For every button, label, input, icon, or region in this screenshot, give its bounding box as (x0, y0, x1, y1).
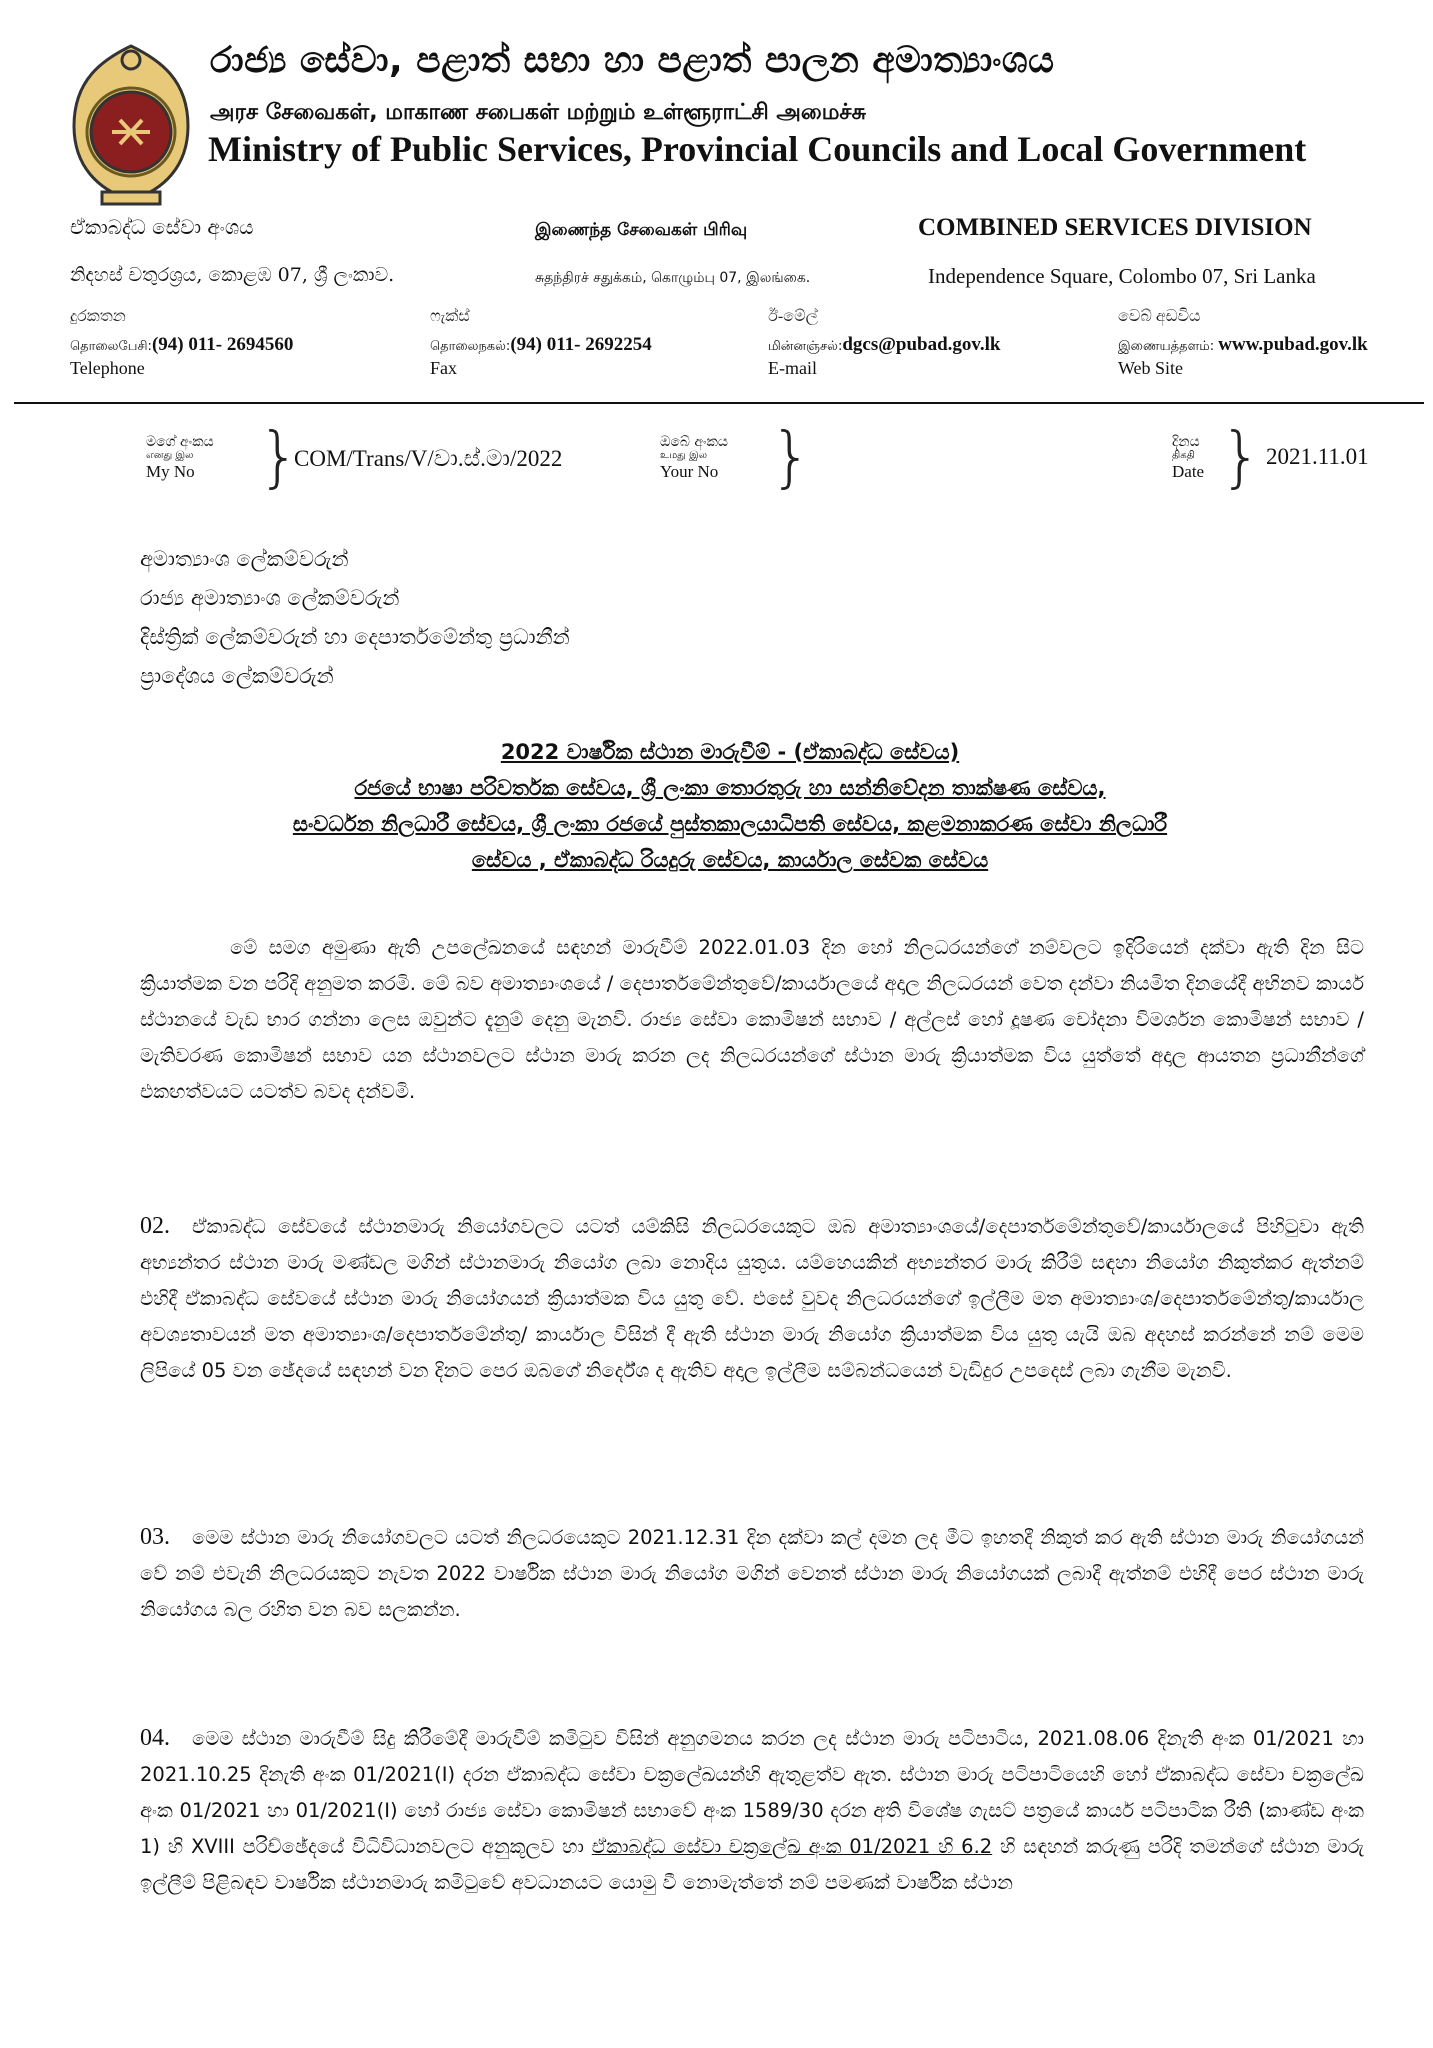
addressee-item: අමාත්‍යාංශ ලේකම්වරුන් (140, 547, 349, 571)
division-tamil: இணைந்த சேவைகள் பிரிவு (535, 220, 748, 240)
date-label-si: දිනය (1172, 434, 1200, 450)
website-url: www.pubad.gov.lk (1218, 334, 1368, 355)
addressee-list (140, 540, 570, 696)
header-divider (14, 402, 1424, 404)
subject-line: රජයේ භාෂා පරිවර්තක සේවය, ශ්‍රී ලංකා තොරතුරු හා සන්නිවේදන තාක්ෂණ සේවය, (354, 776, 1106, 800)
contact-telephone (70, 308, 293, 379)
my-no-label-si: මගේ අංකය (146, 434, 214, 450)
address-english: Independence Square, Colombo 07, Sri Lanka (928, 264, 1316, 288)
brace-icon: } (258, 418, 300, 495)
subject-line: 2022 වාර්ෂික ස්ථාන මාරුවීම් - (ඒකාබද්ධ සේවය) (500, 740, 960, 764)
paragraph-text: මේ සමග අමුණා ඇති උපලේඛනයේ සඳහන් මාරුවීම් 2022.01.03 දින හෝ නිලධරයන්ගේ නම්වලට ඉදිරියෙන් දක්වා ඇති දින සිට ක්‍රියාත්මක වන පරිදි අනුමත කරමි. මේ බව අමාත්‍යාංශයේ / දෙපාර්තමේන්තුවේ/කාර්යාලයේ අදාල නිලධරයන් වෙත දන්වා නියමිත දිනයේදී අභිනව කාර්ය ස්ථානයේ වැඩ භාර ගන්නා ලෙස ඔවුන්ට දැනුම් දෙනු මැනවි. රාජ්‍ය සේවා කොමිෂන් සභාව / අල්ලස් හෝ දූෂණ චෝදනා විමර්ශන කොමිෂන් සභාව / මැතිවරණ කොමිෂන් සභාව යන ස්ථානවලට ස්ථාන මාරු කරන ලද නිලධරයන්ගේ ස්ථාන මාරු ක්‍රියාත්මක විය යුත්තේ අදාල ආයතන ප්‍රධානීන්ගේ එකඟත්වයට යටත්ව බවද දන්වමි. (140, 936, 1364, 1103)
ministry-title-english: Ministry of Public Services, Provincial Councils and Local Government (208, 129, 1307, 169)
telephone-number: (94) 011- 2694560 (151, 334, 294, 355)
contact-label-si: වෙබ් අඩවිය (1118, 308, 1201, 325)
contact-label-en: E-mail (768, 358, 817, 378)
division-sinhala: ඒකාබද්ධ සේවා අංශය (70, 215, 254, 239)
paragraph-text: මෙම ස්ථාන මාරුවීම් සිදු කිරීමේදී මාරුවීම් කමිටුව විසින් අනුගමනය කරන ලද ස්ථාන මාරු පටිපාටිය, 2021.08.06 දිනැති අංක 01/2021 හා 2021.10.25 දිනැති අංක 01/2021(I) දරන ඒකාබද්ධ සේවා චක්‍රලේඛයන්හි ඇතුළත්ව ඇත. ස්ථාන මාරු පටිපාටියෙහි හෝ ඒකාබද්ධ සේවා චක්‍රලේඛ අංක 01/2021 හා 01/2021(I) හෝ රාජ්‍ය සේවා කොමිෂන් සභාවේ අංක 1589/30 දරන අති විශේෂ ගැසට් පත්‍රයේ කාර්ය පටිපාටික රීති (කාණ්ඩ අංක 1) හි XVIII පරිච්ඡේදයේ විධිවිධානවලට අනුකූලව හා (140, 1727, 1364, 1858)
contact-label-ta: மின்னஞ்சல்: (768, 339, 843, 354)
fax-number: (94) 011- 2692254 (510, 334, 652, 355)
date-labels (1172, 434, 1204, 481)
contact-label-en: Fax (430, 358, 457, 378)
contact-email (768, 308, 1000, 379)
subject-line: සේවය , ඒකාබද්ධ රියදුරු සේවය, කාර්යාල සේවක සේවය (471, 848, 989, 872)
ministry-title-sinhala: රාජ්‍ය සේවා, පළාත් සභා හා පළාත් පාලන අමාත්‍යාංශය (210, 40, 1055, 81)
your-no-label-ta: உமது இல (660, 450, 707, 462)
paragraph-number: 04. (140, 1725, 170, 1751)
my-no-labels (146, 434, 214, 481)
paragraph-number: 03. (140, 1524, 170, 1550)
addressee-item: දිස්ත්‍රික් ලේකම්වරුන් හා දෙපාර්තමේන්තු ප්‍රධානීන් (140, 625, 570, 649)
contact-label-si: ඊ-මේල් (768, 308, 818, 325)
paragraph-text: හි සඳහන් කරුණු පරිදි තමන්ගේ ස්ථාන මාරු ඉල්ලීම් පිළිබඳව වාර්ෂික ස්ථානමාරු කමිටුවේ අවධානයට යොමු වී නොමැත්තේ නම් පමණක් වාර්ෂික ස්ථාන (140, 1835, 1364, 1894)
brace-icon: } (1220, 418, 1262, 495)
addressee-item: ප්‍රාදේශය ලේකම්වරුන් (140, 664, 334, 688)
email-address: dgcs@pubad.gov.lk (842, 334, 1001, 355)
your-no-label-en: Your No (660, 461, 719, 481)
address-sinhala: නිදහස් චතුරශ්‍රය, කොළඹ 07, ශ්‍රී ලංකාව. (70, 264, 395, 286)
date-label-ta: திகதி (1172, 450, 1195, 462)
paragraph-text: මෙම ස්ථාන මාරු නියෝගවලට යටත් නිලධරයෙකුට 2021.12.31 දින දක්වා කල් දමන ලද මීට ඉහතදී නිකුත් කර ඇති ස්ථාන මාරු නියෝගයන් වේ නම් එවැනි නිලධරයකුට නැවත 2022 වාර්ෂික ස්ථාන මාරු නියෝග මගින් වෙනත් ස්ථාන මාරු නියෝගයක් ලබාදී ඇත්නම් එහිදී පෙර ස්ථාන මාරු නියෝගය බල රහිත වන බව සලකන්න. (140, 1526, 1364, 1621)
underlined-reference: ඒකාබද්ධ සේවා චක්‍රලේඛ අංක 01/2021 හි 6.2 (591, 1835, 993, 1858)
brace-icon: } (770, 418, 812, 495)
date-label-en: Date (1172, 461, 1205, 481)
subject-line: සංවර්ධන නිලධාරී සේවය, ශ්‍රී ලංකා රජයේ පුස්තකාලයාධිපති සේවය, කළමනාකරණ සේවා නිලධාරී (292, 812, 1168, 836)
contact-website (1118, 308, 1368, 379)
ministry-title-tamil: அரச சேவைகள், மாகாண சபைகள் மற்றும் உள்ளூராட்சி அமைச்சு (210, 100, 866, 125)
paragraph-4 (140, 1720, 1364, 1901)
my-no-label-en: My No (146, 461, 195, 481)
contact-label-en: Web Site (1118, 358, 1184, 378)
paragraph-number: 02. (140, 1213, 170, 1239)
addressee-item: රාජ්‍ය අමාත්‍යාංශ ලේකම්වරුන් (140, 586, 400, 610)
contact-label-ta: இணையத்தளம்: (1118, 339, 1219, 354)
contact-label-en: Telephone (70, 358, 145, 378)
contact-fax (430, 308, 652, 379)
division-english: COMBINED SERVICES DIVISION (918, 214, 1312, 241)
sri-lanka-emblem-icon (62, 40, 200, 212)
contact-label-ta: தொலைபேசி: (70, 339, 152, 354)
paragraph-text: ඒකාබද්ධ සේවයේ ස්ථානමාරු නියෝගවලට යටත් යම්කිසි නිලධරයෙකුට ඔබ අමාත්‍යාංශයේ/දෙපාර්තමේන්තුවේ/කාර්යාලයේ පිහිටුවා ඇති අභ්‍යන්තර ස්ථාන මාරු මණ්ඩල මගින් ස්ථානමාරු නියෝග ලබා නොදිය යුතුය. යම්හෙයකින් අභ්‍යන්තර මාරු කිරීම් සඳහා නියෝග නිකුත්කර ඇත්නම් එහිදී ඒකාබද්ධ සේවයේ ස්ථාන මාරු නියෝගයන් ක්‍රියාත්මක විය යුතු වේ. එසේ වුවද නිලධරයන්ගේ ඉල්ලීම මත අමාත්‍යාංශ/දෙපාර්තමේන්තු/කාර්යාල අවශ්‍යතාවයන් මත අමාත්‍යාංශ/දෙපාර්තමේන්තු/ කාර්යාල විසින් දී ඇති ස්ථාන මාරු නියෝග ක්‍රියාත්මක විය යුතු යැයි ඔබ අදහස් කරන්නේ නම් මෙම ලිපියේ 05 වන ඡේදයේ සඳහන් වන දිනට පෙර ඔබගේ නිර්දේශ ද ඇතිව අදාල ඉල්ලීම සම්බන්ධයෙන් වැඩිදුර උපදෙස් ලබා ගැනීම මැනවි. (140, 1215, 1364, 1382)
paragraph-1 (140, 930, 1364, 1110)
your-no-labels (660, 434, 728, 481)
subject-heading (120, 734, 1340, 878)
contact-label-si: ෆැක්ස් (430, 308, 470, 325)
your-no-label-si: ඔබේ අංකය (660, 434, 728, 450)
contact-label-si: දුරකතන (70, 308, 126, 325)
my-no-value: COM/Trans/V/වා.ස්.මා/2022 (294, 446, 563, 471)
address-tamil: சுதந்திரச் சதுக்கம், கொழும்பு 07, இலங்கை. (535, 270, 811, 286)
paragraph-3 (140, 1519, 1364, 1628)
paragraph-2 (140, 1208, 1364, 1389)
date-value: 2021.11.01 (1266, 444, 1369, 469)
my-no-label-ta: எனது இல (146, 450, 194, 462)
contact-label-ta: தொலைநகல்: (430, 339, 511, 354)
